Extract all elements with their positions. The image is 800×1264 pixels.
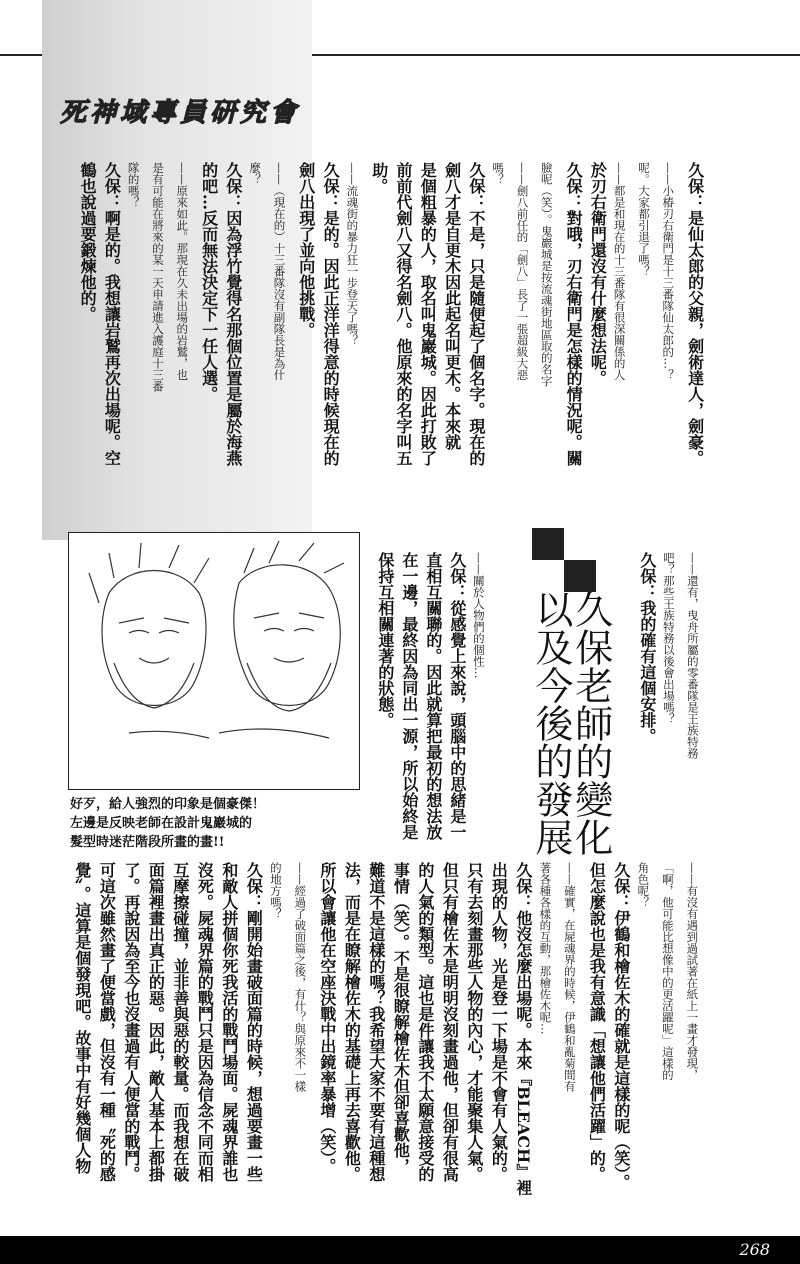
text-column: 久保：他沒怎麼出場呢。本來『BLEACH』裡: [513, 862, 533, 1196]
text-column: 面篇裡畫出真正的惡。因此，敵人基本上都掛: [146, 862, 166, 1182]
text-column: 的地方嗎？: [268, 862, 283, 920]
text-column: 可這次雖然畫了便當戲，但沒有一種〝死的感: [97, 862, 117, 1182]
text-column: 直相互關聯的。因此就算把最初的想法放: [423, 552, 443, 840]
character-sketch-illustration: [68, 532, 360, 790]
text-column: 劍八出現了並向他挑戰。: [296, 162, 316, 338]
text-column: 但怎麼說也是我有意識「想讓他們活躍」的。: [587, 862, 607, 1182]
text-column: 法，而是在瞭解檜佐木的基礎上再去喜歡他。: [342, 862, 362, 1182]
text-column: 臉呢（笑）。鬼巖城是按流魂街地區取的名字: [539, 162, 554, 387]
text-column: 覺〞。這算是個發現吧。故事中有好幾個人物: [72, 862, 92, 1174]
text-column: 前前代劍八又得名劍八。他原來的名字叫五: [394, 162, 413, 466]
text-column: 吧？那些王族特務以後會出場嗎？: [661, 552, 676, 725]
text-column: 久保：剛開始畫破面篇的時候，想過要畫一些: [244, 862, 264, 1182]
caption-line: 左邊是反映老師在設計鬼巖城的: [70, 815, 253, 831]
page-header-title: 死神域專員研究會: [60, 98, 301, 128]
text-column: ——流魂街的暴力狂一步登天了嗎？: [345, 162, 360, 346]
text-column: 於刃右衛門還沒有什麼想法呢。: [588, 162, 608, 386]
illustration-caption: [70, 796, 265, 853]
text-column: 久保：對哦，刃右衛門是怎樣的情況呢。關: [564, 162, 584, 466]
text-column: ——都是和現在的十三番隊有很深關係的人: [612, 162, 627, 381]
text-column: 麼？: [248, 162, 263, 185]
text-column: 只有去刻畫那些人物的內心，才能聚集人氣。: [464, 862, 484, 1182]
text-column: 是有可能在將來的某一天申請進入護庭十三番: [150, 162, 165, 392]
footer-bar: [0, 1236, 800, 1264]
text-column: 的吧…反而無法決定下一任人選。: [199, 162, 219, 402]
text-column: 久保：是仙太郎的父親，劍術達人，劍豪。: [685, 162, 705, 466]
text-column: 所以會讓他在空座決戰中出鏡率暴增（笑）。: [317, 862, 337, 1174]
page-number: 268: [739, 1240, 770, 1259]
text-column: 事情（笑）。不是很瞭解檜佐木但卻喜歡他，: [391, 862, 411, 1174]
text-column: 出現的人物，光是登一下場是不會有人氣的。: [489, 862, 509, 1182]
text-column: 了。再說因為至今也沒畫過有人便當的戰鬥。: [121, 862, 141, 1182]
text-column: 互摩擦碰撞，並非善與惡的較量。而我想在破: [170, 862, 190, 1182]
section-title: [528, 590, 613, 856]
text-column: 鶴也說過要鍛煉他的。: [78, 162, 98, 322]
text-column: 角色呢？: [636, 862, 651, 908]
caption-line: 髮型時迷茫階段所畫的畫!!: [70, 834, 225, 850]
text-column: 的人氣的類型。這也是件讓我不太願意接受的: [415, 862, 435, 1182]
text-column: 久保：我的確有這個安排。: [637, 552, 657, 744]
text-column: 保持互相關連著的狀態。: [375, 552, 395, 728]
text-column: 「啊，他可能比想像中的更活躍呢」這樣的: [660, 862, 675, 1081]
caption-line: 好歹，給人強烈的印象是個豪傑！: [70, 797, 266, 812]
text-column: 著各種各樣的互動，那檜佐木呢…: [538, 862, 553, 1035]
text-column: ——確實，在屍魂界的時候，伊鶴和亂菊間有: [562, 862, 577, 1092]
text-column: 久保：因為浮竹覺得名那個位置是屬於海燕: [223, 162, 243, 466]
text-column: ——小椿刃右衛門是十三番隊仙太郎的…？: [661, 162, 676, 381]
text-column: ——劍八前任的「劍八」長了一張超級大惡: [515, 162, 530, 381]
text-column: ——經過了破面篇之後，有什？與原來不一樣: [293, 862, 308, 1092]
section-title-line2: 以及今後的發展: [528, 590, 573, 856]
text-column: 難道不是這樣的嗎？我希望大家不要有這種想: [366, 862, 386, 1182]
text-column: 久保：是的。因此正洋洋得意的時候現在的: [321, 162, 341, 466]
text-column: 久保：不是，只是隨便起了個名字。現在的: [466, 162, 486, 466]
text-column: ——關於人物們的個性…: [471, 552, 486, 679]
text-column: 久保：啊是的。我想讓岩鷲再次出場呢。空: [102, 162, 122, 466]
text-column: 助。: [369, 162, 389, 194]
text-column: 久保：從感覺上來說，頭腦中的思緒是一: [447, 552, 467, 840]
text-column: 沒死。屍魂界篇的戰鬥只是因為信念不同而相: [195, 862, 215, 1182]
text-column: 劍八才是自更木因此起名叫更木。本來就: [442, 162, 462, 450]
text-column: 在一邊，最終因為同出一源，所以始終是: [399, 552, 419, 840]
text-column: ——有沒有遇到過試著在紙上一畫才發現，: [685, 862, 700, 1081]
text-column: 和敵人拼個你死我活的戰鬥場面。屍魂界誰也: [219, 862, 239, 1182]
text-column: 呢。大家都引退了嗎？: [636, 162, 651, 277]
section-ornament: [532, 528, 596, 592]
text-column: ——（現在的）十三番隊沒有副隊長是為什: [272, 162, 287, 381]
text-column: 但只有檜佐木是明明沒刻畫過他，但卻有很高: [440, 862, 460, 1182]
text-column: ——原來如此。那現在久未出場的岩鷲，也: [175, 162, 190, 381]
text-column: ——還有，曳舟所屬的零番隊是王族特務: [685, 552, 700, 759]
text-column: 嗎？: [491, 162, 506, 185]
text-column: 久保：伊鶴和檜佐木的確就是這樣的呢（笑）。: [611, 862, 631, 1190]
text-column: 隊的嗎？: [126, 162, 141, 208]
text-column: 是個粗暴的人，取名叫鬼巖城。因此打敗了: [418, 162, 438, 466]
section-title-line1: 久保老師的變化: [568, 590, 613, 856]
